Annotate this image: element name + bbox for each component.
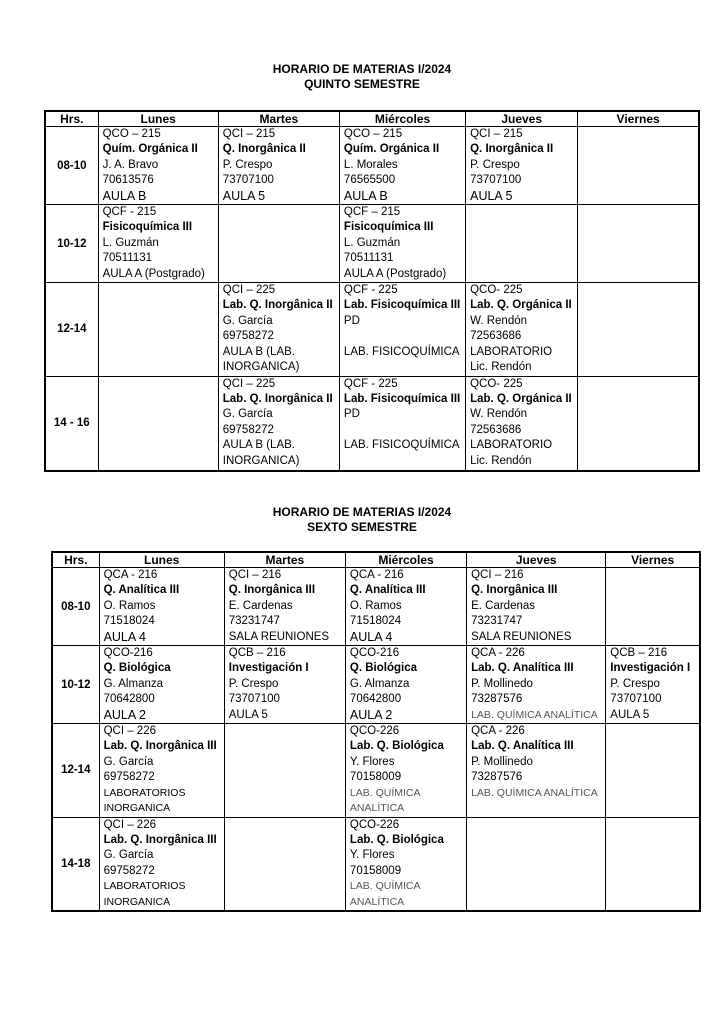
- schedule-cell-viernes: [578, 205, 699, 283]
- column-header-miercoles: Miércoles: [345, 552, 466, 568]
- schedule-cell-miercoles: [339, 205, 465, 283]
- schedule-cell-lunes: [99, 646, 224, 724]
- cell-line: Quím. Orgánica II: [102, 143, 198, 156]
- schedule-cell-viernes: [606, 646, 700, 724]
- cell-line: 73231747: [228, 615, 280, 628]
- schedule-cell-jueves: [466, 376, 578, 471]
- title-sexto-2: SEXTO SEMESTRE: [307, 520, 417, 534]
- time-slot: 14 - 16: [45, 376, 98, 471]
- cell-line: Lab. Fisicoquímica III: [343, 299, 461, 312]
- cell-line: QCO – 215: [343, 128, 403, 140]
- cell-line: W. Rendón: [470, 314, 528, 327]
- cell-line: LAB. QUÍMICA ANALÍTICA: [471, 786, 598, 799]
- cell-line: QCF - 215: [102, 206, 157, 219]
- cell-line: P. Crespo: [228, 677, 279, 690]
- schedule-cell-martes: [218, 127, 339, 205]
- cell-line: 73707100: [610, 693, 662, 706]
- cell-line: AULA 5: [470, 188, 513, 203]
- schedule-cell-jueves: [466, 127, 578, 205]
- column-header-lunes: Lunes: [98, 111, 218, 127]
- cell-line: [344, 329, 465, 344]
- time-slot: 08-10: [52, 568, 99, 646]
- cell-line: QCO – 215: [102, 128, 161, 140]
- cell-line: 73707100: [222, 174, 274, 187]
- cell-line: QCA - 226: [471, 725, 525, 738]
- cell-line: Lab. Q. Inorgânica II: [222, 392, 333, 405]
- cell-line: Y. Flores: [349, 849, 395, 862]
- cell-line: Q. Analítica III: [103, 584, 180, 597]
- cell-line: L. Morales: [343, 158, 398, 171]
- schedule-cell-miercoles: [345, 817, 466, 911]
- cell-line: QCF – 215: [343, 206, 401, 219]
- cell-line: QCB – 216: [228, 647, 286, 660]
- cell-line: QCO- 225: [470, 284, 523, 297]
- schedule-cell-lunes: [98, 205, 218, 283]
- schedule-cell-viernes: [578, 283, 699, 376]
- cell-line: LABORATORIOS: [103, 786, 186, 799]
- cell-line: QCI – 226: [103, 725, 156, 738]
- schedule-cell-martes: [218, 205, 339, 283]
- column-header-jueves: Jueves: [466, 111, 578, 127]
- cell-line: SALA REUNIONES: [228, 630, 330, 643]
- schedule-cell-miercoles: [345, 568, 466, 646]
- cell-line: AULA 2: [349, 707, 393, 722]
- time-slot: 10-12: [45, 205, 98, 283]
- time-slot: 12-14: [45, 283, 98, 376]
- schedule-cell-miercoles: [339, 127, 465, 205]
- cell-line: QCI – 225: [222, 377, 276, 390]
- cell-line: Lab. Q. Orgánica II: [470, 299, 572, 312]
- cell-line: 73707100: [228, 693, 280, 706]
- schedule-cell-lunes: [98, 283, 218, 376]
- cell-line: PD: [343, 408, 360, 421]
- column-header-jueves: Jueves: [467, 552, 606, 568]
- cell-line: 71518024: [103, 615, 155, 628]
- table-row: [45, 376, 699, 471]
- cell-line: Lab. Q. Inorgânica II: [222, 299, 333, 312]
- schedule-cell-jueves: [467, 724, 606, 817]
- cell-line: AULA 2: [103, 707, 146, 722]
- schedule-cell-miercoles: [339, 283, 465, 376]
- cell-line: LABORATORIO: [470, 345, 553, 358]
- schedule-cell-lunes: [99, 724, 224, 817]
- table-row: [52, 646, 700, 724]
- cell-line: Lic. Rendón: [470, 454, 532, 467]
- cell-line: 73707100: [470, 174, 522, 187]
- cell-line: G. García: [103, 755, 154, 768]
- cell-line: 70511131: [343, 252, 394, 265]
- cell-line: Fisicoquímica III: [102, 221, 193, 234]
- cell-line: Y. Flores: [349, 755, 395, 768]
- schedule-cell-jueves: [466, 205, 578, 283]
- schedule-cell-viernes: [606, 724, 700, 817]
- cell-line: Investigación I: [610, 662, 691, 675]
- cell-line: O. Ramos: [349, 599, 402, 612]
- schedule-cell-martes: [224, 724, 345, 817]
- cell-line: 73287576: [471, 771, 523, 784]
- cell-line: E. Cardenas: [228, 599, 293, 612]
- cell-line: Q. Biológica: [103, 662, 171, 675]
- schedule-cell-miercoles: [345, 724, 466, 817]
- cell-line: AULA B: [102, 188, 147, 203]
- table-row: [52, 724, 700, 817]
- cell-line: Quím. Orgánica II: [343, 143, 440, 156]
- cell-line: 72563686: [470, 330, 522, 343]
- cell-line: Q. Inorgânica II: [470, 143, 554, 156]
- cell-line: 70613576: [102, 174, 154, 187]
- cell-line: AULA 4: [103, 629, 146, 644]
- cell-line: AULA 5: [610, 708, 650, 721]
- cell-line: P. Crespo: [222, 158, 273, 171]
- cell-line: 72563686: [470, 423, 522, 436]
- cell-line: LAB. FISICOQUÍMICA: [343, 439, 460, 452]
- header-row: [45, 111, 699, 127]
- cell-line: ANALÍTICA: [349, 802, 405, 815]
- schedule-cell-jueves: [467, 568, 606, 646]
- schedule-cell-jueves: [466, 283, 578, 376]
- cell-line: 70642800: [349, 693, 402, 706]
- cell-line: QCF - 225: [343, 284, 398, 297]
- cell-line: AULA 4: [349, 629, 393, 644]
- schedule-cell-lunes: [98, 376, 218, 471]
- cell-line: Investigación I: [228, 662, 309, 675]
- schedule-cell-jueves: [467, 646, 606, 724]
- cell-line: [344, 423, 465, 438]
- cell-line: AULA B: [343, 188, 388, 203]
- time-slot: 08-10: [45, 127, 98, 205]
- cell-line: Lab. Q. Inorgânica III: [103, 833, 217, 846]
- cell-line: AULA A (Postgrado): [102, 267, 205, 280]
- cell-line: G. García: [222, 314, 273, 327]
- cell-line: E. Cardenas: [471, 599, 536, 612]
- cell-line: QCO-216: [349, 647, 400, 660]
- cell-line: QCA - 216: [103, 569, 158, 581]
- title-quinto-1: HORARIO DE MATERIAS I/2024: [272, 62, 452, 76]
- cell-line: Lab. Q. Analítica III: [471, 662, 574, 675]
- column-header-hrs: Hrs.: [45, 111, 98, 127]
- cell-line: ANALÍTICA: [349, 895, 405, 908]
- cell-line: 71518024: [349, 615, 402, 628]
- cell-line: QCO-226: [349, 725, 400, 738]
- cell-line: Q. Analítica III: [349, 584, 426, 597]
- cell-line: J. A. Bravo: [102, 158, 159, 171]
- schedule-cell-martes: [224, 817, 345, 911]
- cell-line: Lab. Fisicoquímica III: [343, 392, 461, 405]
- cell-line: LABORATORIOS: [103, 880, 186, 893]
- time-slot: 14-18: [52, 817, 99, 911]
- column-header-viernes: Viernes: [606, 552, 700, 568]
- cell-line: Lab. Q. Inorgânica III: [103, 740, 217, 753]
- cell-line: Lab. Q. Orgánica II: [470, 392, 572, 405]
- schedule-cell-miercoles: [339, 376, 465, 471]
- table-row: [52, 568, 700, 646]
- cell-line: G. García: [222, 408, 273, 421]
- schedule-cell-lunes: [99, 568, 224, 646]
- cell-line: Lab. Q. Analítica III: [471, 740, 574, 753]
- schedule-cell-lunes: [98, 127, 218, 205]
- cell-line: 70158009: [349, 771, 402, 784]
- column-header-martes: Martes: [218, 111, 339, 127]
- cell-line: Q. Inorgânica II: [222, 143, 306, 156]
- table-row: [45, 283, 699, 376]
- cell-line: 73231747: [471, 615, 523, 628]
- cell-line: QCA - 216: [349, 569, 404, 581]
- cell-line: AULA 5: [222, 188, 266, 203]
- cell-line: P. Mollinedo: [471, 755, 533, 768]
- schedule-cell-martes: [218, 376, 339, 471]
- column-header-viernes: Viernes: [578, 111, 699, 127]
- cell-line: QCI – 215: [222, 128, 276, 140]
- table-row: [45, 205, 699, 283]
- cell-line: AULA B (LAB.: [222, 345, 295, 358]
- schedule-cell-miercoles: [345, 646, 466, 724]
- column-header-lunes: Lunes: [99, 552, 224, 568]
- cell-line: 69758272: [103, 864, 155, 877]
- cell-line: INORGANICA: [103, 895, 171, 908]
- cell-line: L. Guzmán: [102, 236, 159, 249]
- cell-line: QCO- 225: [470, 377, 523, 390]
- cell-line: QCI – 216: [471, 569, 524, 581]
- cell-line: Q. Inorgânica III: [471, 584, 558, 597]
- cell-line: 76565500: [343, 174, 396, 187]
- schedule-table-sexto: [51, 551, 701, 912]
- cell-line: 70642800: [103, 693, 155, 706]
- cell-line: W. Rendón: [470, 408, 528, 421]
- cell-line: LAB. FISICOQUÍMICA: [343, 345, 460, 358]
- cell-line: LABORATORIO: [470, 439, 553, 452]
- schedule-cell-martes: [218, 283, 339, 376]
- cell-line: SALA REUNIONES: [471, 630, 572, 643]
- cell-line: Lab. Q. Biológica: [349, 740, 444, 753]
- cell-line: QCO-226: [349, 818, 400, 831]
- schedule-cell-viernes: [606, 817, 700, 911]
- cell-line: QCA - 226: [471, 647, 525, 660]
- cell-line: INORGANICA): [222, 361, 300, 374]
- cell-line: LAB. QUÍMICA: [349, 786, 421, 799]
- cell-line: AULA B (LAB.: [222, 439, 295, 452]
- cell-line: INORGANICA): [222, 454, 300, 467]
- cell-line: 73287576: [471, 693, 523, 706]
- cell-line: AULA A (Postgrado): [343, 267, 447, 280]
- cell-line: G. Almanza: [349, 677, 410, 690]
- cell-line: QCO-216: [103, 647, 153, 660]
- cell-line: 69758272: [222, 330, 274, 343]
- cell-line: Q. Inorgânica III: [228, 584, 316, 597]
- cell-line: Fisicoquímica III: [343, 221, 434, 234]
- cell-line: 70158009: [349, 864, 402, 877]
- cell-line: QCI – 226: [103, 818, 156, 831]
- cell-line: QCI – 215: [470, 128, 523, 140]
- cell-line: 69758272: [222, 423, 274, 436]
- cell-line: P. Crespo: [470, 158, 520, 171]
- cell-line: QCI – 225: [222, 284, 276, 297]
- cell-line: P. Mollinedo: [471, 677, 533, 690]
- cell-line: LAB. QUÍMICA ANALÍTICA: [471, 708, 598, 721]
- cell-line: G. Almanza: [103, 677, 164, 690]
- cell-line: Q. Biológica: [349, 662, 418, 675]
- column-header-miercoles: Miércoles: [339, 111, 465, 127]
- cell-line: PD: [343, 314, 360, 327]
- cell-line: QCI – 216: [228, 569, 282, 581]
- table-row: [45, 127, 699, 205]
- cell-line: QCB – 216: [610, 647, 668, 660]
- cell-line: LAB. QUÍMICA: [349, 880, 421, 893]
- time-slot: 12-14: [52, 724, 99, 817]
- cell-line: G. García: [103, 849, 154, 862]
- cell-line: INORGANICA: [103, 802, 171, 815]
- schedule-cell-viernes: [578, 376, 699, 471]
- cell-line: Lab. Q. Biológica: [349, 833, 444, 846]
- title-quinto-2: QUINTO SEMESTRE: [304, 77, 420, 91]
- cell-line: L. Guzmán: [343, 236, 401, 249]
- title-sexto-1: HORARIO DE MATERIAS I/2024: [272, 505, 452, 519]
- schedule-table-quinto: [44, 110, 700, 472]
- schedule-cell-martes: [224, 568, 345, 646]
- cell-line: 70511131: [102, 252, 153, 265]
- schedule-cell-jueves: [467, 817, 606, 911]
- schedule-cell-viernes: [578, 127, 699, 205]
- column-header-hrs: Hrs.: [52, 552, 99, 568]
- cell-line: O. Ramos: [103, 599, 156, 612]
- cell-line: AULA 5: [228, 708, 268, 721]
- cell-line: Lic. Rendón: [470, 361, 532, 374]
- schedule-cell-lunes: [99, 817, 224, 911]
- header-row: [52, 552, 700, 568]
- time-slot: 10-12: [52, 646, 99, 724]
- cell-line: QCF - 225: [343, 377, 398, 390]
- schedule-cell-martes: [224, 646, 345, 724]
- column-header-martes: Martes: [224, 552, 345, 568]
- cell-line: 69758272: [103, 771, 155, 784]
- schedule-cell-viernes: [606, 568, 700, 646]
- cell-line: P. Crespo: [610, 677, 660, 690]
- table-row: [52, 817, 700, 911]
